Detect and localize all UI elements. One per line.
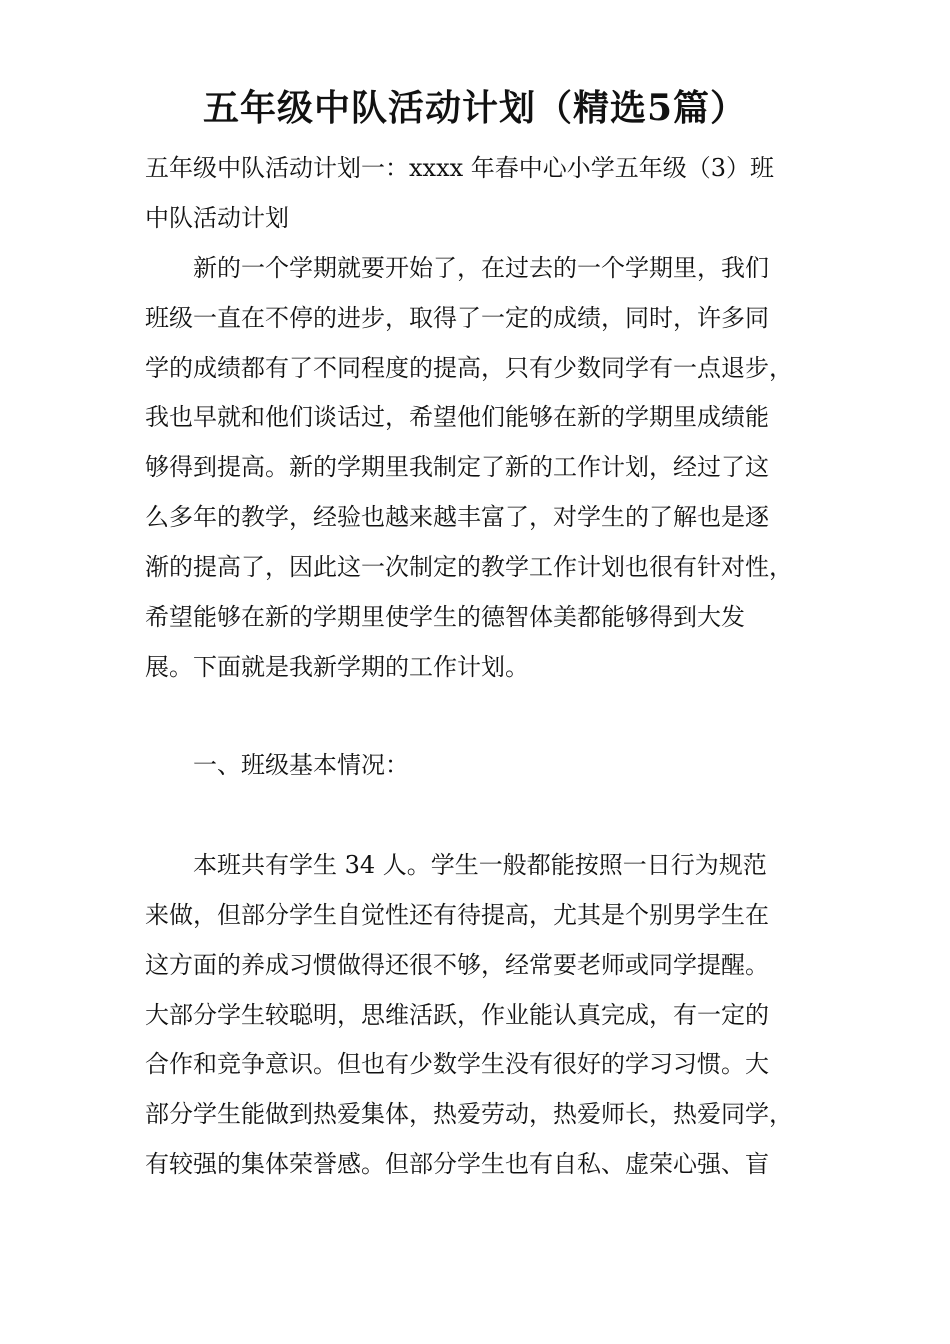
text-line: 新的一个学期就要开始了，在过去的一个学期里，我们 xyxy=(193,254,769,282)
text-line: 有较强的集体荣誉感。但部分学生也有自私、虚荣心强、盲 xyxy=(145,1150,769,1178)
section-heading: 一、班级基本情况： xyxy=(193,751,409,779)
text-line: 我也早就和他们谈话过，希望他们能够在新的学期里成绩能 xyxy=(145,403,769,431)
text-line: 班级一直在不停的进步，取得了一定的成绩，同时，许多同 xyxy=(145,304,769,332)
text-line: 么多年的教学，经验也越来越丰富了，对学生的了解也是逐 xyxy=(145,503,769,531)
text-line: 够得到提高。新的学期里我制定了新的工作计划，经过了这 xyxy=(145,453,769,481)
text-line: 展。下面就是我新学期的工作计划。 xyxy=(145,653,529,681)
text-line: 这方面的养成习惯做得还很不够，经常要老师或同学提醒。 xyxy=(145,951,769,979)
document-title: 五年级中队活动计划（精选5篇） xyxy=(202,87,748,129)
text-line: 本班共有学生 34 人。学生一般都能按照一日行为规范 xyxy=(193,851,767,879)
text-line: 部分学生能做到热爱集体，热爱劳动，热爱师长，热爱同学， xyxy=(145,1100,793,1128)
text-line: 五年级中队活动计划一：xxxx 年春中心小学五年级（3）班 xyxy=(145,154,775,182)
text-line: 渐的提高了，因此这一次制定的教学工作计划也很有针对性， xyxy=(145,553,793,581)
text-line: 合作和竞争意识。但也有少数学生没有很好的学习习惯。大 xyxy=(145,1050,769,1078)
text-line: 希望能够在新的学期里使学生的德智体美都能够得到大发 xyxy=(145,603,745,631)
text-line: 大部分学生较聪明，思维活跃，作业能认真完成，有一定的 xyxy=(145,1001,769,1029)
text-line: 中队活动计划 xyxy=(145,204,289,232)
text-line: 学的成绩都有了不同程度的提高，只有少数同学有一点退步， xyxy=(145,354,793,382)
text-line: 来做，但部分学生自觉性还有待提高，尤其是个别男学生在 xyxy=(145,901,769,929)
